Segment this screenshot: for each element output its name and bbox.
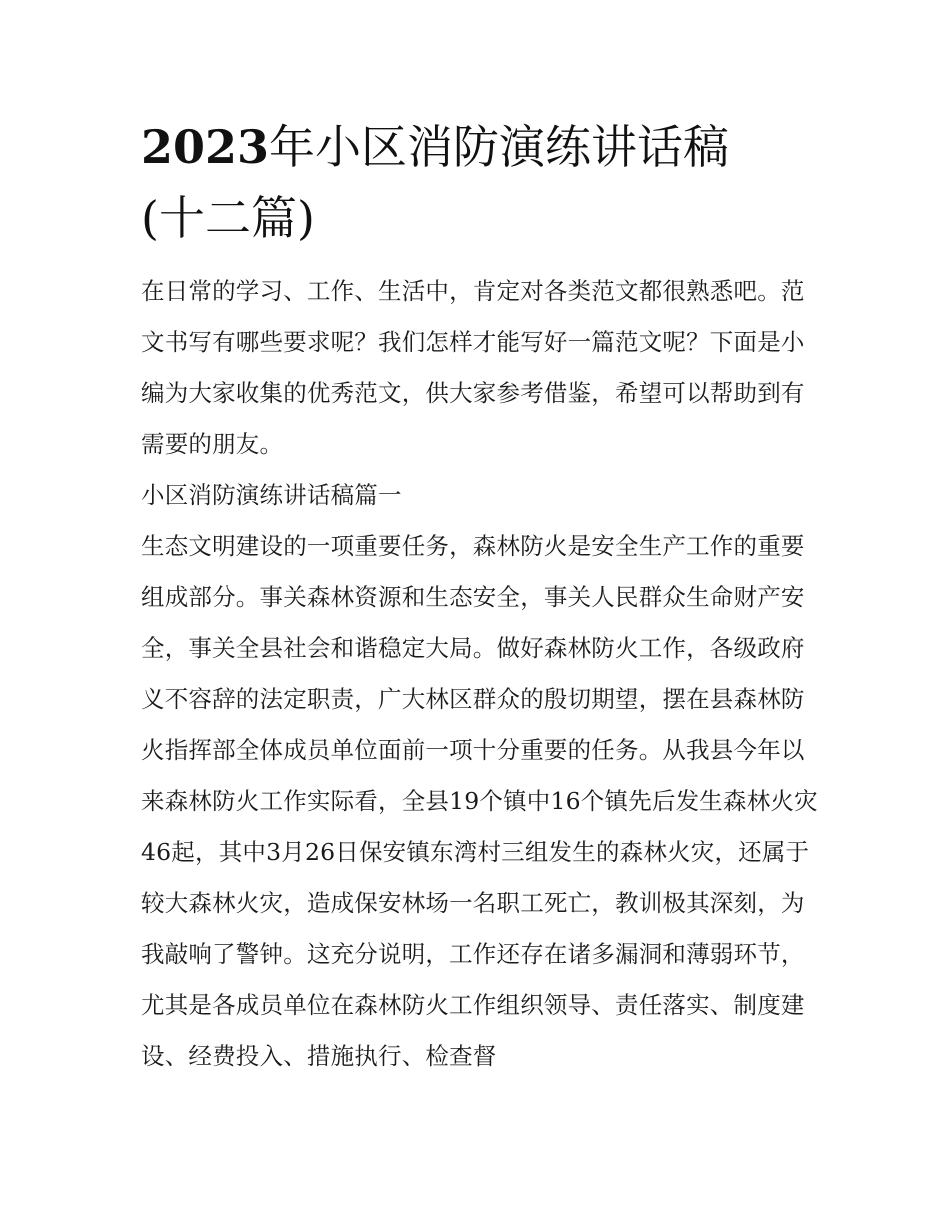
section-paragraph: 生态文明建设的一项重要任务，森林防火是安全生产工作的重要组成部分。事关森林资源和生态安全，事关人民群众生命财产安全，事关全县社会和谐稳定大局。做好森林防火工作，各级政府义不容辞的法定职责，广大林区群众的殷切期望，摆在县森林防火指挥部全体成员单位面前一项十分重要的任务。从我县今年以来森林防火工作实际看，全县19个镇中16个镇先后发生森林火灾46起，其中3月26日保安镇东湾村三组发生的森林火灾，还属于较大森林火灾，造成保安林场一名职工死亡，教训极其深刻，为我敲响了警钟。这充分说明，工作还存在诸多漏洞和薄弱环节，尤其是各成员单位在森林防火工作组织领导、责任落实、制度建设、经费投入、措施执行、检查督	[141, 532, 818, 1070]
document-body	[141, 266, 821, 1082]
title-subtitle: (十二篇)	[141, 191, 315, 245]
document-title	[141, 112, 821, 254]
section-heading: 小区消防演练讲话稿篇一	[141, 481, 402, 509]
title-year: 2023	[141, 120, 270, 174]
document-content	[141, 112, 821, 1082]
title-main: 年小区消防演练讲话稿	[269, 120, 730, 174]
intro-paragraph: 在日常的学习、工作、生活中，肯定对各类范文都很熟悉吧。范文书写有哪些要求呢？我们怎样才能写好一篇范文呢？下面是小编为大家收集的优秀范文，供大家参考借鉴，希望可以帮助到有需要的朋友。	[141, 277, 805, 458]
